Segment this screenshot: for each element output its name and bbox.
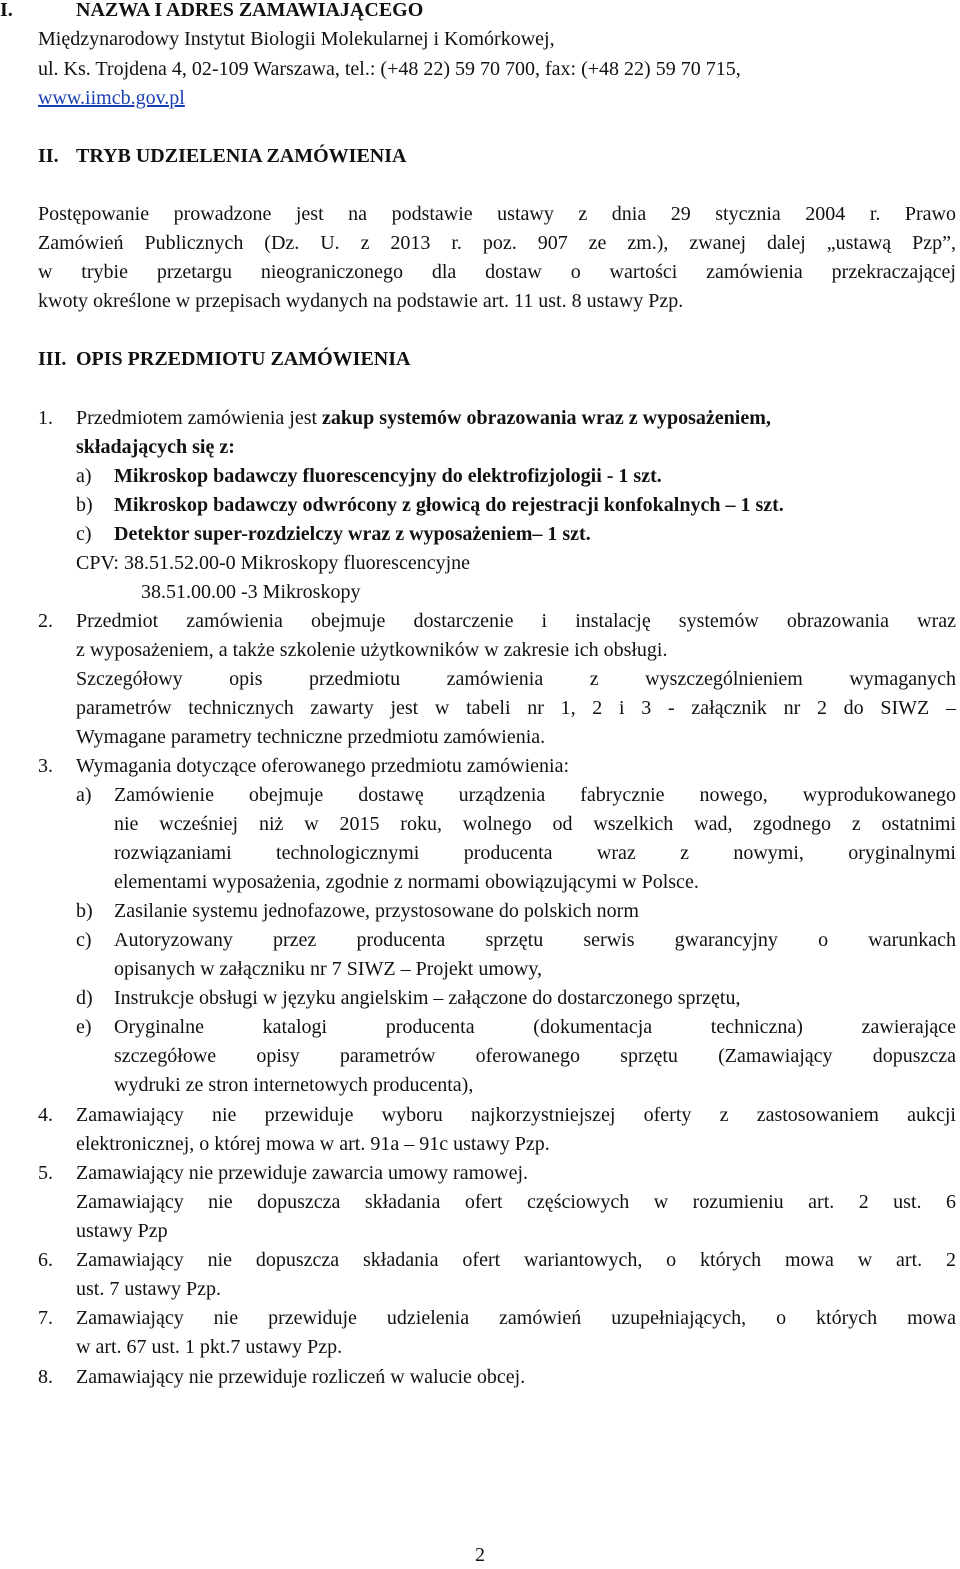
item-2-line-2: z wyposażeniem, a także szkolenie użytkowników w zakresie ich obsługi. [76, 639, 668, 661]
item-8-line-1: Zamawiający nie przewiduje rozliczeń w walucie obcej. [76, 1366, 526, 1388]
item-2-line-4: parametrów technicznych zawarty jest w tabeli nr 1, 2 i 3 - załącznik nr 2 do SIWZ – [76, 697, 956, 719]
item-7-line-2: w art. 67 ust. 1 pkt.7 ustawy Pzp. [76, 1336, 343, 1358]
address-line-2: ul. Ks. Trojdena 4, 02-109 Warszawa, tel.: (+48 22) 59 70 700, fax: (+48 22) 59 70 715, [38, 58, 741, 80]
website-link[interactable]: www.iimcb.gov.pl [38, 87, 185, 109]
section-3-number: III. [38, 348, 67, 370]
item-6-number: 6. [38, 1249, 53, 1271]
item-6-line-1: Zamawiający nie dopuszcza składania ofert wariantowych, o których mowa w art. 2 [76, 1249, 956, 1271]
section-1-title: NAZWA I ADRES ZAMAWIAJĄCEGO [76, 0, 424, 21]
item-1-line-2: składających się z: [76, 436, 235, 458]
cpv-line-2: 38.51.00.00 -3 Mikroskopy [141, 581, 361, 603]
item-2-line-1: Przedmiot zamówienia obejmuje dostarczenie i instalację systemów obrazowania wraz [76, 610, 956, 632]
item-5-number: 5. [38, 1162, 53, 1184]
section-1-number: I. [0, 0, 13, 21]
item-3-d-label: d) [76, 987, 93, 1009]
item-3-a-line-4: elementami wyposażenia, zgodnie z normami obowiązującymi w Polsce. [114, 871, 699, 893]
item-5-line-2: Zamawiający nie dopuszcza składania ofert częściowych w rozumieniu art. 2 ust. 6 [76, 1191, 956, 1213]
section-2-number: II. [38, 145, 59, 167]
item-1-a-label: a) [76, 465, 92, 487]
item-3-e-line-1: Oryginalne katalogi producenta (dokumentacja techniczna) zawierające [114, 1016, 956, 1038]
item-3-d-line-1: Instrukcje obsługi w języku angielskim – załączone do dostarczonego sprzętu, [114, 987, 741, 1009]
page-number: 2 [475, 1544, 485, 1566]
item-3-c-label: c) [76, 929, 92, 951]
item-3-number: 3. [38, 755, 53, 777]
item-6-line-2: ust. 7 ustawy Pzp. [76, 1278, 221, 1300]
address-line-1: Międzynarodowy Instytut Biologii Molekularnej i Komórkowej, [38, 28, 555, 50]
item-3-e-line-3: wydruki ze stron internetowych producenta), [114, 1074, 474, 1096]
section-2-title: TRYB UDZIELENIA ZAMÓWIENIA [76, 145, 407, 167]
item-1-b-label: b) [76, 494, 93, 516]
item-3-c-line-2: opisanych w załączniku nr 7 SIWZ – Projekt umowy, [114, 958, 543, 980]
item-3-line-1: Wymagania dotyczące oferowanego przedmiotu zamówienia: [76, 755, 570, 777]
section-2-line-1: Postępowanie prowadzone jest na podstawie ustawy z dnia 29 stycznia 2004 r. Prawo [38, 203, 956, 225]
item-5-line-1: Zamawiający nie przewiduje zawarcia umowy ramowej. [76, 1162, 529, 1184]
item-3-b-line-1: Zasilanie systemu jednofazowe, przystosowane do polskich norm [114, 900, 639, 922]
item-5-line-3: ustawy Pzp [76, 1220, 168, 1242]
item-7-number: 7. [38, 1307, 53, 1329]
item-1-number: 1. [38, 407, 53, 429]
item-2-line-5: Wymagane parametry techniczne przedmiotu zamówienia. [76, 726, 546, 748]
item-1-c-text: Detektor super-rozdzielczy wraz z wyposażeniem– 1 szt. [114, 523, 591, 545]
item-8-number: 8. [38, 1366, 53, 1388]
item-7-line-1: Zamawiający nie przewiduje udzielenia zamówień uzupełniających, o których mowa [76, 1307, 956, 1329]
item-1-line-1: Przedmiotem zamówienia jest zakup systemów obrazowania wraz z wyposażeniem, [76, 407, 771, 429]
item-3-b-label: b) [76, 900, 93, 922]
cpv-line-1: CPV: 38.51.52.00-0 Mikroskopy fluorescencyjne [76, 552, 471, 574]
section-3-title: OPIS PRZEDMIOTU ZAMÓWIENIA [76, 348, 411, 370]
item-4-number: 4. [38, 1104, 53, 1126]
item-4-line-2: elektronicznej, o której mowa w art. 91a – 91c ustawy Pzp. [76, 1133, 550, 1155]
item-3-a-label: a) [76, 784, 92, 806]
item-3-e-label: e) [76, 1016, 92, 1038]
item-3-e-line-2: szczegółowe opisy parametrów oferowanego sprzętu (Zamawiający dopuszcza [114, 1045, 956, 1067]
section-2-line-2: Zamówień Publicznych (Dz. U. z 2013 r. poz. 907 ze zm.), zwanej dalej „ustawą Pzp”, [38, 232, 956, 254]
item-1-c-label: c) [76, 523, 92, 545]
section-2-line-3: w trybie przetargu nieograniczonego dla dostaw o wartości zamówienia przekraczającej [38, 261, 956, 283]
section-2-line-4: kwoty określone w przepisach wydanych na podstawie art. 11 ust. 8 ustawy Pzp. [38, 290, 684, 312]
item-3-a-line-3: rozwiązaniami technologicznymi producenta wraz z nowymi, oryginalnymi [114, 842, 956, 864]
item-3-a-line-2: nie wcześniej niż w 2015 roku, wolnego od wszelkich wad, zgodnego z ostatnimi [114, 813, 956, 835]
item-2-line-3: Szczegółowy opis przedmiotu zamówienia z wyszczególnieniem wymaganych [76, 668, 956, 690]
item-3-a-line-1: Zamówienie obejmuje dostawę urządzenia fabrycznie nowego, wyprodukowanego [114, 784, 956, 806]
item-3-c-line-1: Autoryzowany przez producenta sprzętu serwis gwarancyjny o warunkach [114, 929, 956, 951]
item-4-line-1: Zamawiający nie przewiduje wyboru najkorzystniejszej oferty z zastosowaniem aukcji [76, 1104, 956, 1126]
item-1-b-text: Mikroskop badawczy odwrócony z głowicą do rejestracji konfokalnych – 1 szt. [114, 494, 784, 516]
item-2-number: 2. [38, 610, 53, 632]
item-1-a-text: Mikroskop badawczy fluorescencyjny do elektrofizjologii - 1 szt. [114, 465, 662, 487]
